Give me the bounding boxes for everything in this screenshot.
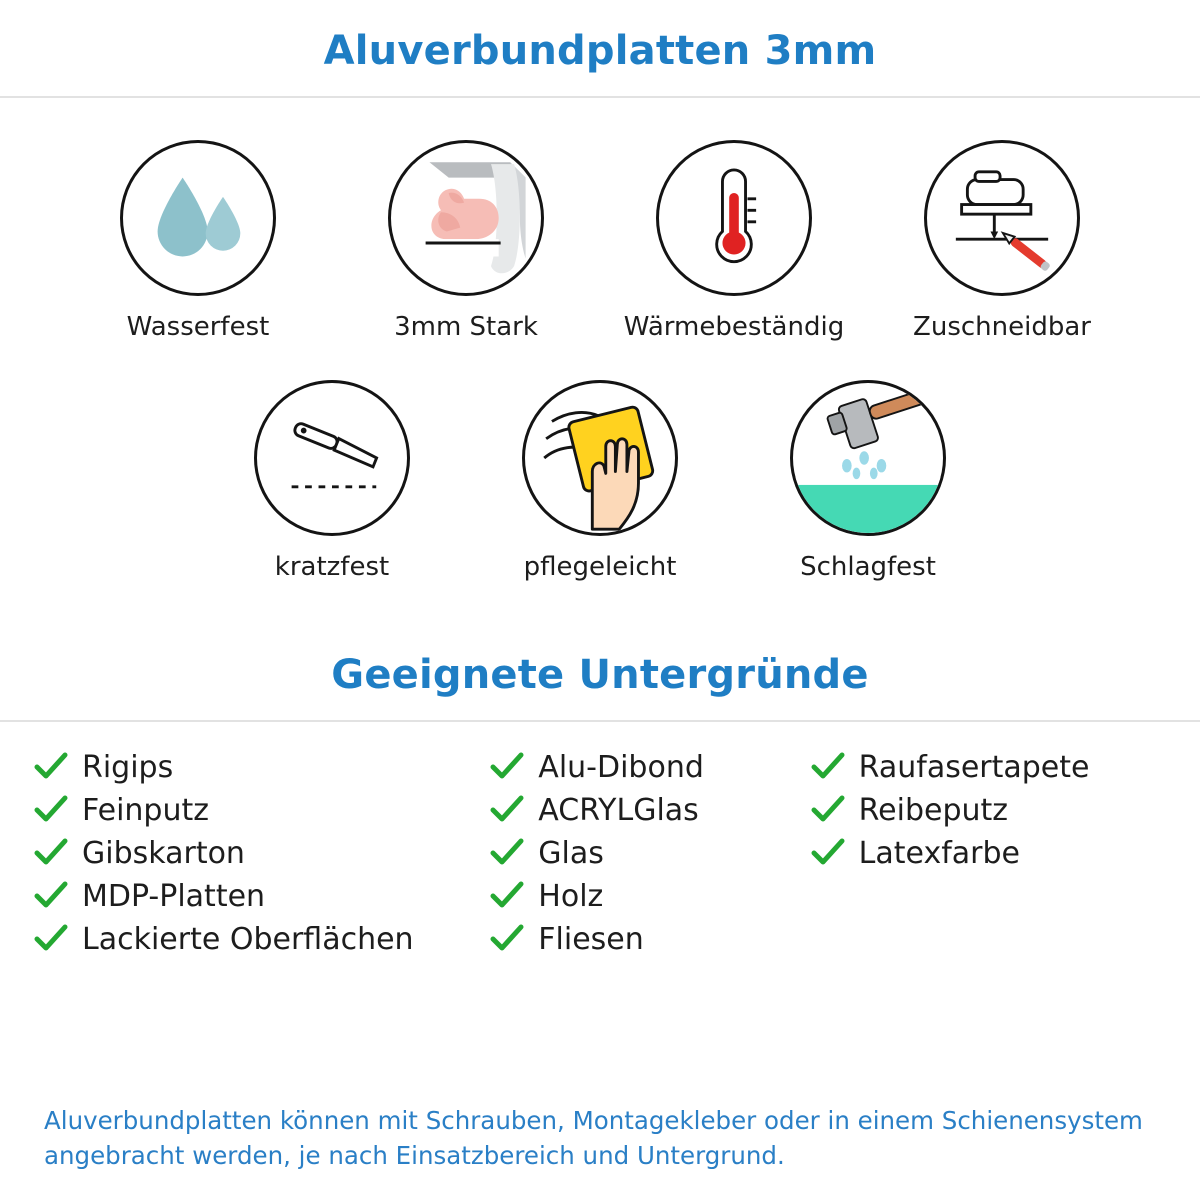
substrates-lists — [0, 722, 1200, 961]
feature-waermebestaendig — [600, 140, 868, 342]
substrates-column-1 — [34, 746, 490, 961]
check-icon — [490, 795, 524, 825]
list-item — [490, 875, 810, 917]
list-item — [811, 789, 1166, 831]
feature-3mm-stark — [332, 140, 600, 342]
list-item — [490, 746, 810, 788]
list-item — [811, 832, 1166, 874]
list-item — [811, 746, 1166, 788]
list-item-label: Fliesen — [538, 921, 644, 957]
feature-icon-circle — [388, 140, 544, 296]
check-icon — [34, 838, 68, 868]
feature-icon-circle — [254, 380, 410, 536]
feature-pflegeleicht — [466, 380, 734, 582]
list-item — [490, 918, 810, 960]
substrates-column-3 — [811, 746, 1166, 961]
hammer-impact-icon — [793, 383, 943, 533]
feature-icon-circle — [120, 140, 276, 296]
list-item — [34, 746, 490, 788]
subtitle-section — [0, 652, 1200, 722]
check-icon — [490, 752, 524, 782]
list-item-label: Glas — [538, 835, 604, 871]
check-icon — [811, 795, 845, 825]
title-divider — [0, 96, 1200, 98]
check-icon — [34, 924, 68, 954]
check-icon — [34, 881, 68, 911]
list-item — [34, 832, 490, 874]
feature-label: kratzfest — [274, 552, 390, 582]
footer-note: Aluverbundplatten können mit Schrauben, Montagekleber oder in einem Schienensystem angebracht werden, je nach Einsatzbereich und Untergrund. — [44, 1106, 1143, 1171]
list-item-label: Holz — [538, 878, 604, 914]
substrates-title: Geeignete Untergründe — [331, 652, 869, 698]
feature-icon-circle — [790, 380, 946, 536]
list-item-label: MDP-Platten — [82, 878, 266, 914]
cleaning-hand-cloth-icon — [525, 383, 675, 533]
feature-wasserfest — [64, 140, 332, 342]
check-icon — [34, 752, 68, 782]
feature-kratzfest — [198, 380, 466, 582]
feature-label: Wasserfest — [126, 312, 270, 342]
list-item-label: Rigips — [82, 749, 174, 785]
list-item-label: Feinputz — [82, 792, 209, 828]
check-icon — [490, 924, 524, 954]
list-item-label: Raufasertapete — [858, 749, 1090, 785]
feature-schlagfest — [734, 380, 1002, 582]
strong-arm-icon — [391, 143, 541, 293]
features-section — [0, 140, 1200, 582]
list-item — [490, 832, 810, 874]
list-item-label: Alu-Dibond — [538, 749, 704, 785]
features-row-2 — [24, 380, 1176, 582]
list-item-label: Latexfarbe — [858, 835, 1020, 871]
list-item — [490, 789, 810, 831]
list-item — [34, 875, 490, 917]
title-section — [0, 0, 1200, 98]
check-icon — [34, 795, 68, 825]
feature-zuschneidbar — [868, 140, 1136, 342]
feature-icon-circle — [924, 140, 1080, 296]
list-item-label: Lackierte Oberflächen — [82, 921, 414, 957]
feature-label: Schlagfest — [800, 552, 936, 582]
list-item — [34, 789, 490, 831]
feature-icon-circle — [522, 380, 678, 536]
water-drops-icon — [123, 143, 273, 293]
check-icon — [811, 838, 845, 868]
list-item-label: Gibskarton — [82, 835, 245, 871]
feature-label: Zuschneidbar — [913, 312, 1091, 342]
features-row-1 — [24, 140, 1176, 342]
check-icon — [490, 881, 524, 911]
check-icon — [490, 838, 524, 868]
list-item-label: ACRYLGlas — [538, 792, 699, 828]
list-item-label: Reibeputz — [858, 792, 1009, 828]
jigsaw-cutter-icon — [927, 143, 1077, 293]
feature-icon-circle — [656, 140, 812, 296]
feature-label: Wärmebeständig — [623, 312, 845, 342]
page-title: Aluverbundplatten 3mm — [323, 28, 877, 74]
knife-scratch-icon — [257, 383, 407, 533]
feature-label: 3mm Stark — [394, 312, 538, 342]
list-item — [34, 918, 490, 960]
check-icon — [811, 752, 845, 782]
thermometer-icon — [659, 143, 809, 293]
substrates-column-2 — [490, 746, 810, 961]
feature-label: pflegeleicht — [523, 552, 677, 582]
